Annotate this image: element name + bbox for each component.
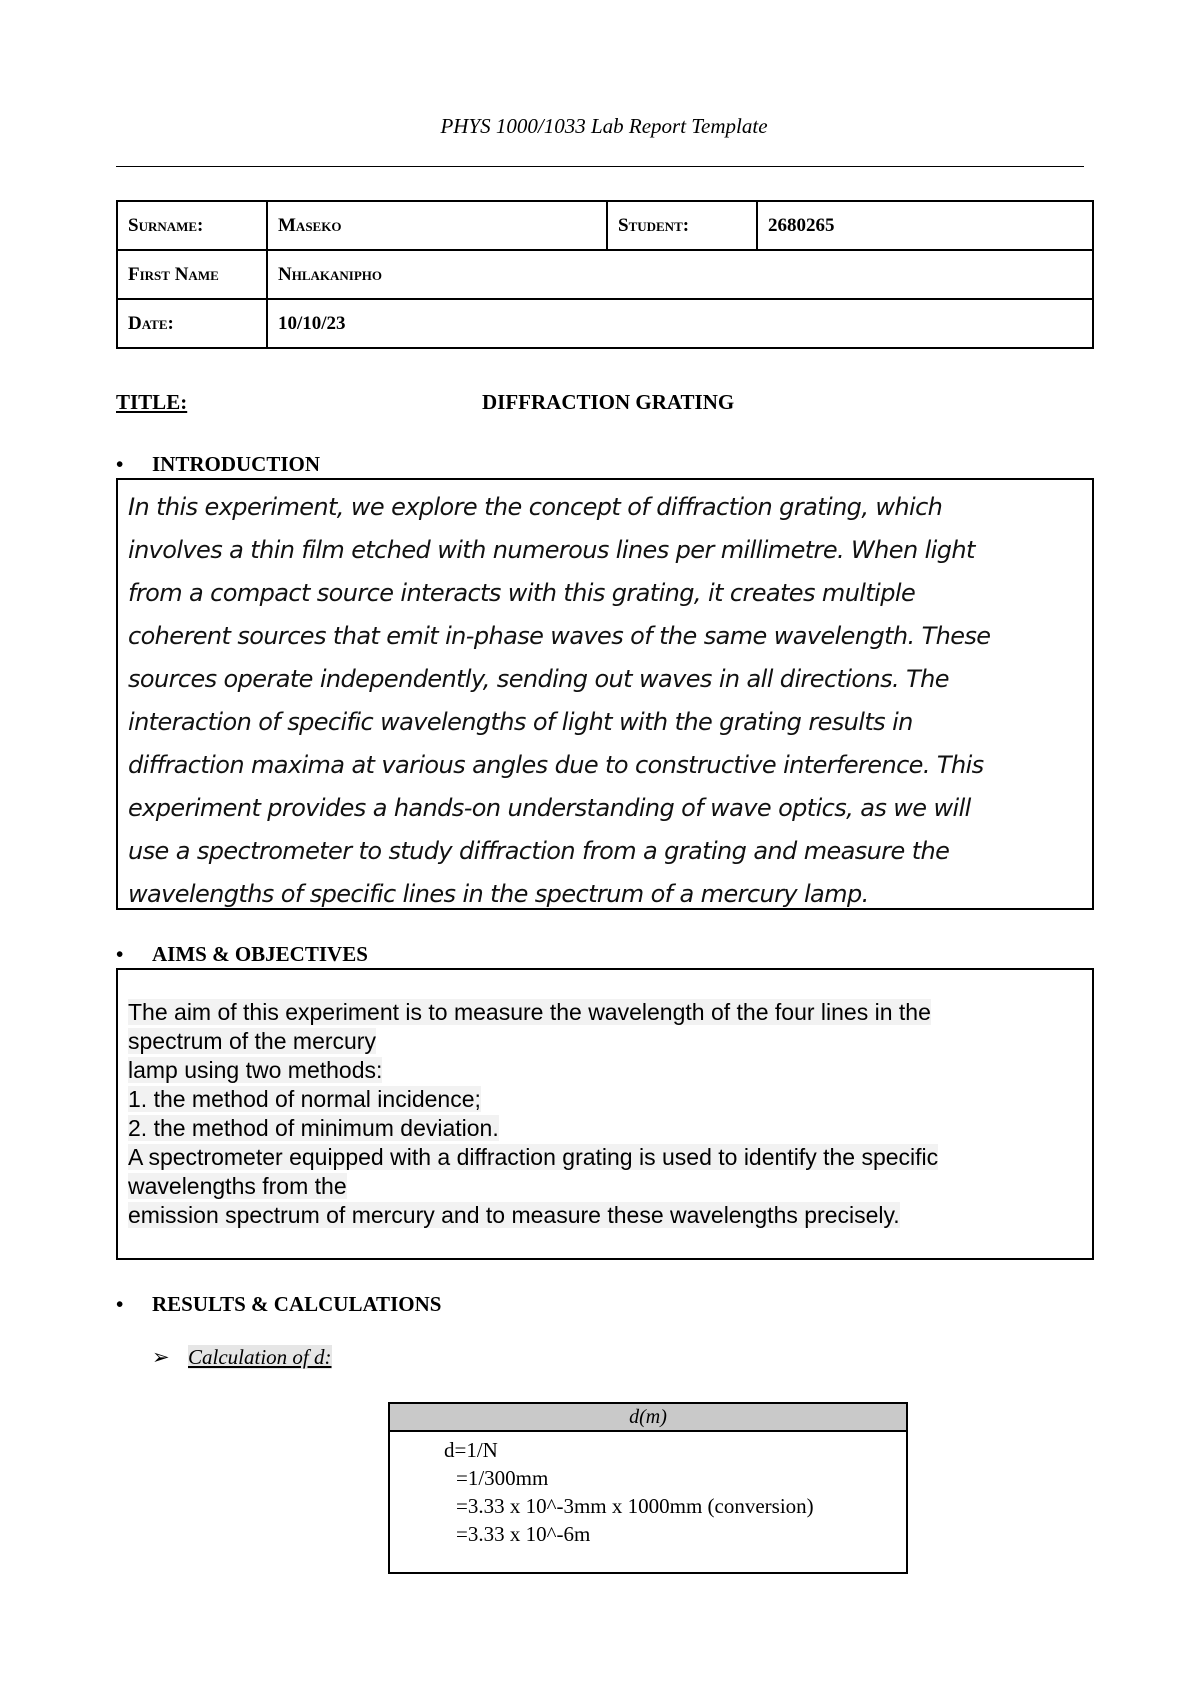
aims-line: emission spectrum of mercury and to measure these wavelengths precisely. [128, 1202, 900, 1228]
report-title: DIFFRACTION GRATING [482, 390, 735, 414]
aims-line: lamp using two methods: [128, 1057, 383, 1083]
aims-box [116, 968, 1094, 1260]
student-label: Student: [607, 201, 757, 250]
table-row [117, 250, 1093, 299]
introduction-heading [116, 452, 320, 477]
aims-line: wavelengths from the [128, 1173, 347, 1199]
d-table-body [390, 1432, 906, 1548]
date-value: 10/10/23 [267, 299, 1093, 348]
aims-line: A spectrometer equipped with a diffraction grating is used to identify the specific [128, 1144, 939, 1170]
date-label: Date: [117, 299, 267, 348]
introduction-box [116, 478, 1094, 910]
page-header-title: PHYS 1000/1033 Lab Report Template [440, 114, 768, 138]
title-label: TITLE: [116, 390, 188, 414]
calculation-subheading-text: Calculation of d: [188, 1345, 332, 1369]
title-row [116, 390, 1094, 420]
table-row [117, 299, 1093, 348]
aims-line: 1. the method of normal incidence; [128, 1086, 481, 1112]
introduction-line: sources operate independently, sending out waves in all directions. The [128, 665, 949, 693]
introduction-line: In this experiment, we explore the concept of diffraction grating, which [128, 493, 943, 521]
calc-line: =3.33 x 10^-6m [456, 1522, 591, 1546]
introduction-line: wavelengths of specific lines in the spectrum of a mercury lamp. [128, 880, 869, 908]
aims-line: 2. the method of minimum deviation. [128, 1115, 499, 1141]
aims-heading [116, 942, 368, 967]
introduction-line: experiment provides a hands-on understanding of wave optics, as we will [128, 794, 971, 822]
introduction-line: diffraction maxima at various angles due to constructive interference. This [128, 751, 984, 779]
student-info-table [116, 200, 1094, 349]
d-table-header: d(m) [390, 1404, 906, 1432]
calculation-subheading [152, 1345, 332, 1370]
surname-value: Maseko [267, 201, 607, 250]
bullet-icon: • [116, 1292, 124, 1316]
aims-heading-text: AIMS & OBJECTIVES [152, 942, 368, 966]
introduction-line: interaction of specific wavelengths of light with the grating results in [128, 708, 913, 736]
header-divider [116, 166, 1084, 167]
introduction-line: coherent sources that emit in-phase waves of the same wavelength. These [128, 622, 991, 650]
results-heading-text: RESULTS & CALCULATIONS [152, 1292, 442, 1316]
aims-line: spectrum of the mercury [128, 1028, 376, 1054]
bullet-icon: • [116, 942, 124, 966]
calc-line: =1/300mm [456, 1466, 549, 1490]
surname-label: Surname: [117, 201, 267, 250]
first-name-label: First Name [117, 250, 267, 299]
arrow-bullet-icon: ➢ [152, 1345, 170, 1369]
first-name-value: Nhlakanipho [267, 250, 1093, 299]
introduction-line: from a compact source interacts with this grating, it creates multiple [128, 579, 916, 607]
calc-line: =3.33 x 10^-3mm x 1000mm (conversion) [456, 1494, 814, 1518]
aims-line: The aim of this experiment is to measure the wavelength of the four lines in the [128, 999, 931, 1025]
results-heading [116, 1292, 441, 1317]
calc-line: d=1/N [444, 1438, 498, 1462]
student-number-value: 2680265 [757, 201, 1093, 250]
table-row [117, 201, 1093, 250]
bullet-icon: • [116, 452, 124, 476]
d-calculation-table [388, 1402, 908, 1574]
introduction-line: involves a thin film etched with numerous lines per millimetre. When light [128, 536, 975, 564]
introduction-heading-text: INTRODUCTION [152, 452, 321, 476]
introduction-line: use a spectrometer to study diffraction from a grating and measure the [128, 837, 950, 865]
